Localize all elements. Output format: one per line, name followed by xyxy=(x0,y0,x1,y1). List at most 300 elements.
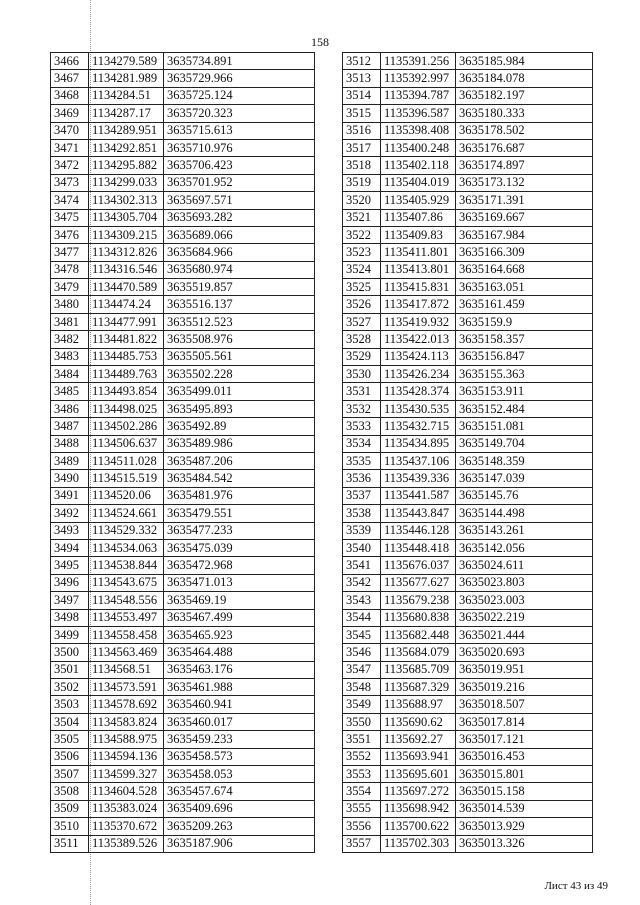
x-coordinate-cell: 1135411.801 xyxy=(381,244,456,261)
y-coordinate-cell: 3635469.19 xyxy=(164,592,315,609)
y-coordinate-cell: 3635502.228 xyxy=(164,366,315,383)
x-coordinate-cell: 1134558.458 xyxy=(89,626,164,643)
x-coordinate-cell: 1134594.136 xyxy=(89,748,164,765)
y-coordinate-cell: 3635684.966 xyxy=(164,244,315,261)
y-coordinate-cell: 3635013.929 xyxy=(456,818,593,835)
y-coordinate-cell: 3635182.197 xyxy=(456,87,593,104)
point-number-cell: 3510 xyxy=(51,818,89,835)
point-number-cell: 3495 xyxy=(51,557,89,574)
x-coordinate-cell: 1134548.556 xyxy=(89,592,164,609)
point-number-cell: 3549 xyxy=(343,696,381,713)
point-number-cell: 3522 xyxy=(343,226,381,243)
x-coordinate-cell: 1134511.028 xyxy=(89,452,164,469)
x-coordinate-cell: 1134292.851 xyxy=(89,139,164,156)
table-row xyxy=(343,713,593,730)
point-number-cell: 3518 xyxy=(343,157,381,174)
y-coordinate-cell: 3635458.573 xyxy=(164,748,315,765)
point-number-cell: 3528 xyxy=(343,331,381,348)
table-row xyxy=(51,574,315,591)
point-number-cell: 3491 xyxy=(51,487,89,504)
point-number-cell: 3541 xyxy=(343,557,381,574)
table-row xyxy=(343,452,593,469)
x-coordinate-cell: 1134289.951 xyxy=(89,122,164,139)
y-coordinate-cell: 3635149.704 xyxy=(456,435,593,452)
y-coordinate-cell: 3635693.282 xyxy=(164,209,315,226)
x-coordinate-cell: 1134529.332 xyxy=(89,522,164,539)
y-coordinate-cell: 3635464.488 xyxy=(164,644,315,661)
x-coordinate-cell: 1135693.941 xyxy=(381,748,456,765)
x-coordinate-cell: 1135676.037 xyxy=(381,557,456,574)
y-coordinate-cell: 3635169.667 xyxy=(456,209,593,226)
x-coordinate-cell: 1135692.27 xyxy=(381,731,456,748)
y-coordinate-cell: 3635720.323 xyxy=(164,105,315,122)
x-coordinate-cell: 1134305.704 xyxy=(89,209,164,226)
x-coordinate-cell: 1135702.303 xyxy=(381,835,456,852)
point-number-cell: 3556 xyxy=(343,818,381,835)
point-number-cell: 3503 xyxy=(51,696,89,713)
y-coordinate-cell: 3635016.453 xyxy=(456,748,593,765)
point-number-cell: 3467 xyxy=(51,70,89,87)
table-row xyxy=(343,835,593,852)
table-row xyxy=(343,174,593,191)
table-row xyxy=(51,609,315,626)
point-number-cell: 3494 xyxy=(51,539,89,556)
y-coordinate-cell: 3635729.966 xyxy=(164,70,315,87)
x-coordinate-cell: 1135389.526 xyxy=(89,835,164,852)
table-row xyxy=(51,296,315,313)
table-row xyxy=(343,331,593,348)
y-coordinate-cell: 3635020.693 xyxy=(456,644,593,661)
x-coordinate-cell: 1134477.991 xyxy=(89,313,164,330)
point-number-cell: 3497 xyxy=(51,592,89,609)
x-coordinate-cell: 1135430.535 xyxy=(381,400,456,417)
table-row xyxy=(343,800,593,817)
table-row xyxy=(51,783,315,800)
table-row xyxy=(343,470,593,487)
table-row xyxy=(51,279,315,296)
point-number-cell: 3537 xyxy=(343,487,381,504)
x-coordinate-cell: 1135439.336 xyxy=(381,470,456,487)
y-coordinate-cell: 3635014.539 xyxy=(456,800,593,817)
x-coordinate-cell: 1135370.672 xyxy=(89,818,164,835)
y-coordinate-cell: 3635508.976 xyxy=(164,331,315,348)
table-row xyxy=(343,209,593,226)
table-row xyxy=(343,539,593,556)
point-number-cell: 3488 xyxy=(51,435,89,452)
table-row xyxy=(343,313,593,330)
y-coordinate-cell: 3635460.017 xyxy=(164,713,315,730)
y-coordinate-cell: 3635018.507 xyxy=(456,696,593,713)
point-number-cell: 3531 xyxy=(343,383,381,400)
table-row xyxy=(343,731,593,748)
y-coordinate-cell: 3635013.326 xyxy=(456,835,593,852)
x-coordinate-cell: 1134299.033 xyxy=(89,174,164,191)
y-coordinate-cell: 3635689.066 xyxy=(164,226,315,243)
x-coordinate-cell: 1134553.497 xyxy=(89,609,164,626)
x-coordinate-cell: 1134538.844 xyxy=(89,557,164,574)
y-coordinate-cell: 3635164.668 xyxy=(456,261,593,278)
point-number-cell: 3473 xyxy=(51,174,89,191)
x-coordinate-cell: 1135407.86 xyxy=(381,209,456,226)
point-number-cell: 3500 xyxy=(51,644,89,661)
y-coordinate-cell: 3635022.219 xyxy=(456,609,593,626)
x-coordinate-cell: 1134599.327 xyxy=(89,766,164,783)
x-coordinate-cell: 1135422.013 xyxy=(381,331,456,348)
y-coordinate-cell: 3635176.687 xyxy=(456,139,593,156)
y-coordinate-cell: 3635505.561 xyxy=(164,348,315,365)
page-number: 158 xyxy=(311,35,329,49)
x-coordinate-cell: 1135383.024 xyxy=(89,800,164,817)
table-row xyxy=(51,226,315,243)
point-number-cell: 3496 xyxy=(51,574,89,591)
point-number-cell: 3502 xyxy=(51,679,89,696)
x-coordinate-cell: 1134573.591 xyxy=(89,679,164,696)
y-coordinate-cell: 3635725.124 xyxy=(164,87,315,104)
table-row xyxy=(343,766,593,783)
table-row xyxy=(51,435,315,452)
y-coordinate-cell: 3635185.984 xyxy=(456,53,593,70)
x-coordinate-cell: 1134563.469 xyxy=(89,644,164,661)
y-coordinate-cell: 3635481.976 xyxy=(164,487,315,504)
y-coordinate-cell: 3635158.357 xyxy=(456,331,593,348)
table-row xyxy=(51,748,315,765)
x-coordinate-cell: 1135679.238 xyxy=(381,592,456,609)
y-coordinate-cell: 3635512.523 xyxy=(164,313,315,330)
point-number-cell: 3511 xyxy=(51,835,89,852)
x-coordinate-cell: 1134534.063 xyxy=(89,539,164,556)
y-coordinate-cell: 3635015.801 xyxy=(456,766,593,783)
x-coordinate-cell: 1135419.932 xyxy=(381,313,456,330)
table-row xyxy=(51,313,315,330)
point-number-cell: 3483 xyxy=(51,348,89,365)
x-coordinate-cell: 1134498.025 xyxy=(89,400,164,417)
point-number-cell: 3545 xyxy=(343,626,381,643)
point-number-cell: 3532 xyxy=(343,400,381,417)
x-coordinate-cell: 1135697.272 xyxy=(381,783,456,800)
point-number-cell: 3505 xyxy=(51,731,89,748)
table-row xyxy=(51,261,315,278)
point-number-cell: 3481 xyxy=(51,313,89,330)
point-number-cell: 3493 xyxy=(51,522,89,539)
table-row xyxy=(343,626,593,643)
table-row xyxy=(343,400,593,417)
x-coordinate-cell: 1135443.847 xyxy=(381,505,456,522)
point-number-cell: 3554 xyxy=(343,783,381,800)
table-row xyxy=(51,366,315,383)
point-number-cell: 3498 xyxy=(51,609,89,626)
point-number-cell: 3487 xyxy=(51,418,89,435)
y-coordinate-cell: 3635024.611 xyxy=(456,557,593,574)
point-number-cell: 3539 xyxy=(343,522,381,539)
y-coordinate-cell: 3635019.216 xyxy=(456,679,593,696)
point-number-cell: 3530 xyxy=(343,366,381,383)
x-coordinate-cell: 1135441.587 xyxy=(381,487,456,504)
table-row xyxy=(51,244,315,261)
table-row xyxy=(51,105,315,122)
table-row xyxy=(51,87,315,104)
y-coordinate-cell: 3635153.911 xyxy=(456,383,593,400)
point-number-cell: 3499 xyxy=(51,626,89,643)
y-coordinate-cell: 3635519.857 xyxy=(164,279,315,296)
y-coordinate-cell: 3635017.121 xyxy=(456,731,593,748)
y-coordinate-cell: 3635710.976 xyxy=(164,139,315,156)
x-coordinate-cell: 1134287.17 xyxy=(89,105,164,122)
y-coordinate-cell: 3635499.011 xyxy=(164,383,315,400)
x-coordinate-cell: 1134520.06 xyxy=(89,487,164,504)
point-number-cell: 3527 xyxy=(343,313,381,330)
table-row xyxy=(343,139,593,156)
x-coordinate-cell: 1134481.822 xyxy=(89,331,164,348)
table-row xyxy=(51,731,315,748)
coordinates-table-left xyxy=(50,52,315,853)
point-number-cell: 3477 xyxy=(51,244,89,261)
x-coordinate-cell: 1135400.248 xyxy=(381,139,456,156)
table-row xyxy=(343,696,593,713)
x-coordinate-cell: 1134524.661 xyxy=(89,505,164,522)
point-number-cell: 3513 xyxy=(343,70,381,87)
x-coordinate-cell: 1134485.753 xyxy=(89,348,164,365)
table-row xyxy=(343,226,593,243)
x-coordinate-cell: 1135426.234 xyxy=(381,366,456,383)
point-number-cell: 3486 xyxy=(51,400,89,417)
x-coordinate-cell: 1134543.675 xyxy=(89,574,164,591)
table-row xyxy=(343,505,593,522)
x-coordinate-cell: 1134506.637 xyxy=(89,435,164,452)
table-row xyxy=(343,574,593,591)
table-row xyxy=(343,244,593,261)
table-row xyxy=(51,452,315,469)
x-coordinate-cell: 1134588.975 xyxy=(89,731,164,748)
y-coordinate-cell: 3635159.9 xyxy=(456,313,593,330)
table-row xyxy=(51,122,315,139)
point-number-cell: 3548 xyxy=(343,679,381,696)
table-row xyxy=(51,522,315,539)
x-coordinate-cell: 1135424.113 xyxy=(381,348,456,365)
point-number-cell: 3517 xyxy=(343,139,381,156)
y-coordinate-cell: 3635471.013 xyxy=(164,574,315,591)
table-row xyxy=(51,487,315,504)
point-number-cell: 3552 xyxy=(343,748,381,765)
x-coordinate-cell: 1135446.128 xyxy=(381,522,456,539)
table-row xyxy=(343,261,593,278)
table-row xyxy=(51,53,315,70)
y-coordinate-cell: 3635019.951 xyxy=(456,661,593,678)
table-row xyxy=(51,800,315,817)
y-coordinate-cell: 3635143.261 xyxy=(456,522,593,539)
table-row xyxy=(343,122,593,139)
point-number-cell: 3475 xyxy=(51,209,89,226)
point-number-cell: 3470 xyxy=(51,122,89,139)
y-coordinate-cell: 3635171.391 xyxy=(456,192,593,209)
x-coordinate-cell: 1134568.51 xyxy=(89,661,164,678)
y-coordinate-cell: 3635145.76 xyxy=(456,487,593,504)
x-coordinate-cell: 1134502.286 xyxy=(89,418,164,435)
x-coordinate-cell: 1134583.824 xyxy=(89,713,164,730)
point-number-cell: 3524 xyxy=(343,261,381,278)
table-row xyxy=(343,435,593,452)
point-number-cell: 3506 xyxy=(51,748,89,765)
y-coordinate-cell: 3635161.459 xyxy=(456,296,593,313)
point-number-cell: 3492 xyxy=(51,505,89,522)
table-row xyxy=(343,679,593,696)
x-coordinate-cell: 1134284.51 xyxy=(89,87,164,104)
point-number-cell: 3507 xyxy=(51,766,89,783)
table-row xyxy=(51,192,315,209)
point-number-cell: 3520 xyxy=(343,192,381,209)
y-coordinate-cell: 3635148.359 xyxy=(456,452,593,469)
table-row xyxy=(343,53,593,70)
point-number-cell: 3521 xyxy=(343,209,381,226)
table-row xyxy=(51,331,315,348)
x-coordinate-cell: 1135392.997 xyxy=(381,70,456,87)
point-number-cell: 3490 xyxy=(51,470,89,487)
point-number-cell: 3504 xyxy=(51,713,89,730)
table-row xyxy=(343,348,593,365)
table-row xyxy=(343,157,593,174)
y-coordinate-cell: 3635178.502 xyxy=(456,122,593,139)
point-number-cell: 3466 xyxy=(51,53,89,70)
y-coordinate-cell: 3635457.674 xyxy=(164,783,315,800)
point-number-cell: 3501 xyxy=(51,661,89,678)
x-coordinate-cell: 1135413.801 xyxy=(381,261,456,278)
y-coordinate-cell: 3635147.039 xyxy=(456,470,593,487)
point-number-cell: 3468 xyxy=(51,87,89,104)
table-row xyxy=(343,70,593,87)
point-number-cell: 3472 xyxy=(51,157,89,174)
table-row xyxy=(51,539,315,556)
x-coordinate-cell: 1135682.448 xyxy=(381,626,456,643)
y-coordinate-cell: 3635467.499 xyxy=(164,609,315,626)
x-coordinate-cell: 1134604.528 xyxy=(89,783,164,800)
point-number-cell: 3551 xyxy=(343,731,381,748)
y-coordinate-cell: 3635458.053 xyxy=(164,766,315,783)
table-row xyxy=(343,279,593,296)
table-row xyxy=(343,783,593,800)
x-coordinate-cell: 1134578.692 xyxy=(89,696,164,713)
y-coordinate-cell: 3635734.891 xyxy=(164,53,315,70)
point-number-cell: 3508 xyxy=(51,783,89,800)
y-coordinate-cell: 3635144.498 xyxy=(456,505,593,522)
table-row xyxy=(51,139,315,156)
point-number-cell: 3529 xyxy=(343,348,381,365)
x-coordinate-cell: 1134302.313 xyxy=(89,192,164,209)
y-coordinate-cell: 3635487.206 xyxy=(164,452,315,469)
x-coordinate-cell: 1135690.62 xyxy=(381,713,456,730)
x-coordinate-cell: 1135448.418 xyxy=(381,539,456,556)
table-row xyxy=(51,626,315,643)
x-coordinate-cell: 1135695.601 xyxy=(381,766,456,783)
table-row xyxy=(51,383,315,400)
y-coordinate-cell: 3635142.056 xyxy=(456,539,593,556)
table-row xyxy=(51,818,315,835)
point-number-cell: 3514 xyxy=(343,87,381,104)
x-coordinate-cell: 1134474.24 xyxy=(89,296,164,313)
y-coordinate-cell: 3635460.941 xyxy=(164,696,315,713)
y-coordinate-cell: 3635484.542 xyxy=(164,470,315,487)
x-coordinate-cell: 1135394.787 xyxy=(381,87,456,104)
y-coordinate-cell: 3635163.051 xyxy=(456,279,593,296)
y-coordinate-cell: 3635155.363 xyxy=(456,366,593,383)
point-number-cell: 3516 xyxy=(343,122,381,139)
point-number-cell: 3482 xyxy=(51,331,89,348)
table-row xyxy=(51,679,315,696)
point-number-cell: 3553 xyxy=(343,766,381,783)
point-number-cell: 3484 xyxy=(51,366,89,383)
x-coordinate-cell: 1134312.826 xyxy=(89,244,164,261)
y-coordinate-cell: 3635173.132 xyxy=(456,174,593,191)
table-row xyxy=(343,383,593,400)
table-row xyxy=(343,366,593,383)
x-coordinate-cell: 1135680.838 xyxy=(381,609,456,626)
point-number-cell: 3480 xyxy=(51,296,89,313)
y-coordinate-cell: 3635701.952 xyxy=(164,174,315,191)
table-row xyxy=(343,818,593,835)
table-row xyxy=(51,400,315,417)
point-number-cell: 3557 xyxy=(343,835,381,852)
y-coordinate-cell: 3635495.893 xyxy=(164,400,315,417)
x-coordinate-cell: 1135434.895 xyxy=(381,435,456,452)
y-coordinate-cell: 3635021.444 xyxy=(456,626,593,643)
y-coordinate-cell: 3635461.988 xyxy=(164,679,315,696)
table-row xyxy=(343,192,593,209)
y-coordinate-cell: 3635166.309 xyxy=(456,244,593,261)
x-coordinate-cell: 1135437.106 xyxy=(381,452,456,469)
y-coordinate-cell: 3635174.897 xyxy=(456,157,593,174)
y-coordinate-cell: 3635187.906 xyxy=(164,835,315,852)
table-row xyxy=(343,557,593,574)
point-number-cell: 3485 xyxy=(51,383,89,400)
x-coordinate-cell: 1135428.374 xyxy=(381,383,456,400)
point-number-cell: 3476 xyxy=(51,226,89,243)
point-number-cell: 3535 xyxy=(343,452,381,469)
point-number-cell: 3474 xyxy=(51,192,89,209)
point-number-cell: 3523 xyxy=(343,244,381,261)
y-coordinate-cell: 3635184.078 xyxy=(456,70,593,87)
x-coordinate-cell: 1134309.215 xyxy=(89,226,164,243)
y-coordinate-cell: 3635489.986 xyxy=(164,435,315,452)
y-coordinate-cell: 3635680.974 xyxy=(164,261,315,278)
y-coordinate-cell: 3635152.484 xyxy=(456,400,593,417)
table-row xyxy=(343,296,593,313)
point-number-cell: 3555 xyxy=(343,800,381,817)
table-row xyxy=(51,557,315,574)
x-coordinate-cell: 1134470.589 xyxy=(89,279,164,296)
point-number-cell: 3550 xyxy=(343,713,381,730)
y-coordinate-cell: 3635015.158 xyxy=(456,783,593,800)
y-coordinate-cell: 3635516.137 xyxy=(164,296,315,313)
point-number-cell: 3479 xyxy=(51,279,89,296)
x-coordinate-cell: 1135405.929 xyxy=(381,192,456,209)
x-coordinate-cell: 1134295.882 xyxy=(89,157,164,174)
table-row xyxy=(343,487,593,504)
y-coordinate-cell: 3635017.814 xyxy=(456,713,593,730)
table-row xyxy=(343,644,593,661)
point-number-cell: 3544 xyxy=(343,609,381,626)
x-coordinate-cell: 1134493.854 xyxy=(89,383,164,400)
point-number-cell: 3534 xyxy=(343,435,381,452)
point-number-cell: 3478 xyxy=(51,261,89,278)
coordinates-table-right xyxy=(342,52,593,853)
x-coordinate-cell: 1135391.256 xyxy=(381,53,456,70)
table-row xyxy=(343,105,593,122)
x-coordinate-cell: 1135404.019 xyxy=(381,174,456,191)
table-row xyxy=(343,418,593,435)
x-coordinate-cell: 1135688.97 xyxy=(381,696,456,713)
x-coordinate-cell: 1135698.942 xyxy=(381,800,456,817)
x-coordinate-cell: 1134281.989 xyxy=(89,70,164,87)
y-coordinate-cell: 3635465.923 xyxy=(164,626,315,643)
point-number-cell: 3536 xyxy=(343,470,381,487)
